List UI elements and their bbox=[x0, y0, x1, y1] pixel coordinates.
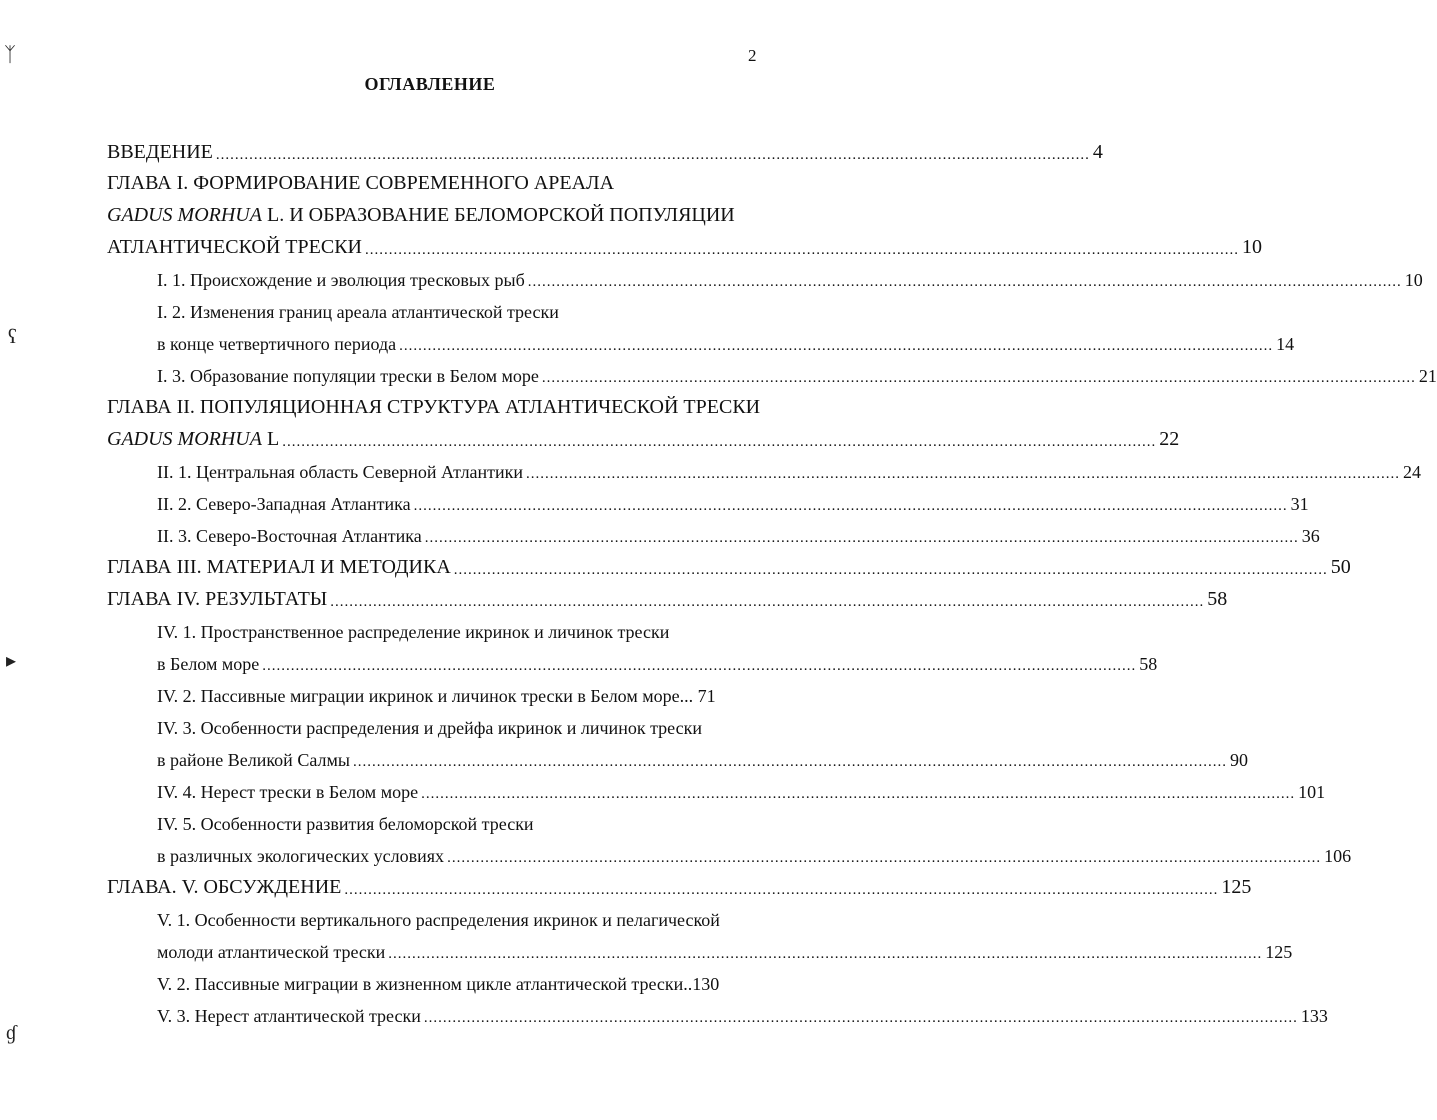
toc-entry-4-3-cont[interactable]: в районе Великой Салмы ........................................................................................................................................................................................ 90 bbox=[157, 750, 1248, 770]
toc-entry-chapter-1-cont: GADUS MORHUA L. И ОБРАЗОВАНИЕ БЕЛОМОРСКОЙ ПОПУЛЯЦИИ bbox=[107, 204, 735, 226]
toc-entry-1-2-cont[interactable]: в конце четвертичного периода ........................................................................................................................................................................................ 14 bbox=[157, 334, 1295, 354]
toc-entry-1-3[interactable]: I. 3. Образование популяции трески в Белом море ........................................................................................................................................................................................ 21 bbox=[157, 366, 1437, 386]
toc-entry-2-3[interactable]: II. 3. Северо-Восточная Атлантика ........................................................................................................................................................................................ 36 bbox=[157, 526, 1320, 546]
scan-mark-3: ▸ bbox=[6, 650, 17, 672]
toc-entry-chapter-3[interactable]: ГЛАВА III. МАТЕРИАЛ И МЕТОДИКА ........................................................................................................................................................................................ 50 bbox=[107, 556, 1351, 578]
scan-mark-4: ɠ bbox=[6, 1022, 16, 1044]
toc-entry-5-2[interactable]: V. 2. Пассивные миграции в жизненном цикле атлантической трески..130 bbox=[157, 974, 720, 994]
toc-entry-1-1[interactable]: I. 1. Происхождение и эволюция тресковых рыб ........................................................................................................................................................................................ 10 bbox=[157, 270, 1423, 290]
toc-entry-chapter-2[interactable]: ГЛАВА II. ПОПУЛЯЦИОННАЯ СТРУКТУРА АТЛАНТИЧЕСКОЙ ТРЕСКИ bbox=[107, 396, 761, 418]
toc-entry-introduction[interactable]: ВВЕДЕНИЕ ........................................................................................................................................................................................ 4 bbox=[107, 141, 1103, 163]
toc-entry-5-3[interactable]: V. 3. Нерест атлантической трески ........................................................................................................................................................................................ 133 bbox=[157, 1006, 1328, 1026]
toc-entry-5-1[interactable]: V. 1. Особенности вертикального распределения икринок и пелагической bbox=[157, 910, 720, 930]
toc-entry-2-1[interactable]: II. 1. Центральная область Северной Атлантики ........................................................................................................................................................................................ 24 bbox=[157, 462, 1422, 482]
toc-entry-5-1-cont[interactable]: молоди атлантической трески ........................................................................................................................................................................................ 125 bbox=[157, 942, 1293, 962]
toc-entry-4-4[interactable]: IV. 4. Нерест трески в Белом море ........................................................................................................................................................................................ 101 bbox=[157, 782, 1326, 802]
species-name: GADUS MORHUA bbox=[107, 204, 262, 226]
toc-entry-chapter-4[interactable]: ГЛАВА IV. РЕЗУЛЬТАТЫ ........................................................................................................................................................................................ 58 bbox=[107, 588, 1228, 610]
toc-entry-4-5-cont[interactable]: в различных экологических условиях ........................................................................................................................................................................................ 106 bbox=[157, 846, 1352, 866]
page-title: ОГЛАВЛЕНИЕ bbox=[364, 74, 496, 94]
toc-entry-chapter-1-end[interactable]: АТЛАНТИЧЕСКОЙ ТРЕСКИ ........................................................................................................................................................................................ 10 bbox=[107, 236, 1262, 258]
toc-entry-chapter-2-cont[interactable]: GADUS MORHUA L ........................................................................................................................................................................................ 22 bbox=[107, 428, 1180, 450]
page-number: 2 bbox=[748, 46, 757, 65]
scan-mark-2: ʕ bbox=[8, 326, 17, 348]
toc-entry-4-1-cont[interactable]: в Белом море ........................................................................................................................................................................................ 58 bbox=[157, 654, 1158, 674]
scan-mark-1: ᛉ bbox=[4, 44, 16, 66]
toc-entry-4-5[interactable]: IV. 5. Особенности развития беломорской трески bbox=[157, 814, 534, 834]
toc-entry-4-1[interactable]: IV. 1. Пространственное распределение икринок и личинок трески bbox=[157, 622, 670, 642]
toc-entry-4-3[interactable]: IV. 3. Особенности распределения и дрейфа икринок и личинок трески bbox=[157, 718, 702, 738]
species-name: GADUS MORHUA bbox=[107, 428, 262, 450]
toc-entry-chapter-5[interactable]: ГЛАВА. V. ОБСУЖДЕНИЕ ........................................................................................................................................................................................ 125 bbox=[107, 876, 1252, 898]
toc-entry-chapter-1[interactable]: ГЛАВА I. ФОРМИРОВАНИЕ СОВРЕМЕННОГО АРЕАЛА bbox=[107, 172, 615, 194]
toc-entry-1-2[interactable]: I. 2. Изменения границ ареала атлантической трески bbox=[157, 302, 559, 322]
toc-entry-2-2[interactable]: II. 2. Северо-Западная Атлантика ........................................................................................................................................................................................ 31 bbox=[157, 494, 1309, 514]
toc-entry-4-2[interactable]: IV. 2. Пассивные миграции икринок и личинок трески в Белом море... 71 bbox=[157, 686, 716, 706]
